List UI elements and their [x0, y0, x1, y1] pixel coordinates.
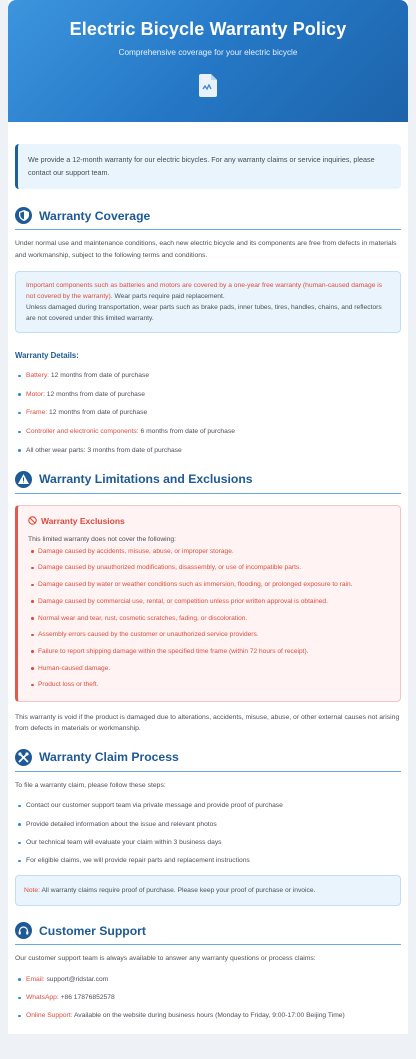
coverage-title: Warranty Coverage — [39, 208, 151, 223]
list-item: For eligible claims, we will provide repair parts and replacement instructions — [15, 856, 401, 865]
intro-callout: We provide a 12-month warranty for our electric bicycles. For any warranty claims or service inquiries, please contact our support team. — [15, 144, 401, 189]
policy-page — [8, 0, 408, 1034]
claim-note-text: All warranty claims require proof of purchase. Please keep your proof of purchase or invoice. — [39, 887, 316, 895]
list-item: Our technical team will evaluate your claim within 3 business days — [15, 838, 401, 847]
list-item: Product loss or theft. — [28, 680, 390, 689]
exclusions-list — [28, 547, 390, 690]
support-contacts — [15, 975, 401, 1021]
tools-icon — [15, 749, 32, 766]
list-item: Contact our customer support team via private message and provide proof of purchase — [15, 801, 401, 810]
page-subtitle: Comprehensive coverage for your electric bicycle — [118, 48, 298, 57]
headset-icon — [15, 922, 32, 939]
list-item: Damage caused by unauthorized modifications, disassembly, or use of incompatible parts. — [28, 563, 390, 572]
list-item: Battery: 12 months from date of purchase — [15, 371, 401, 380]
list-item: All other wear parts: 3 months from date of purchase — [15, 446, 401, 455]
support-title: Customer Support — [39, 923, 146, 938]
void-text: This warranty is void if the product is damaged due to alterations, accidents, misuse, abuse, or other external causes not arising from defects in materials or workmanship. — [15, 713, 400, 733]
claim-steps — [15, 801, 401, 865]
coverage-section-header — [15, 207, 401, 230]
coverage-note-highlight: Important components such as batteries and motors are covered by a one-year free warranty (human-caused damage is not covered by the warranty). — [26, 282, 383, 300]
details-list — [15, 371, 401, 455]
list-item: Human-caused damage. — [28, 664, 390, 673]
list-item: Motor: 12 months from date of purchase — [15, 390, 401, 399]
limitations-title: Warranty Limitations and Exclusions — [39, 472, 253, 487]
exclusions-title-row — [28, 516, 390, 526]
list-item: WhatsApp: +86 17876852578 — [15, 993, 401, 1002]
list-item: Provide detailed information about the issue and relevant photos — [15, 820, 401, 829]
exclusions-box — [15, 505, 401, 702]
coverage-note-rest: Wear parts require paid replacement. — [112, 293, 225, 300]
page-header — [8, 0, 408, 122]
support-section-header — [15, 922, 401, 945]
list-item: Online Support: Available on the website during business hours (Monday to Friday, 9:00-17:00 Beijing Time) — [15, 1011, 401, 1020]
list-item: Assembly errors caused by the customer or unauthorized service providers. — [28, 630, 390, 639]
list-item: Controller and electronic components: 6 months from date of purchase — [15, 427, 401, 436]
claim-section-header — [15, 749, 401, 772]
coverage-body: Under normal use and maintenance conditions, each new electric bicycle and its components are free from defects in materials and workmanship, subject to the following terms and conditions. — [15, 240, 397, 259]
claim-title: Warranty Claim Process — [39, 750, 179, 765]
claim-lead: To file a warranty claim, please follow these steps: — [15, 781, 166, 789]
list-item: Failure to report shipping damage within the specified time frame (within 72 hours of receipt). — [28, 647, 390, 656]
coverage-note — [15, 271, 401, 333]
details-title: Warranty Details: — [15, 351, 79, 360]
list-item: Damage caused by water or weather conditions such as immersion, flooding, or prolonged exposure to rain. — [28, 580, 390, 589]
ban-icon — [28, 516, 37, 525]
list-item: Normal wear and tear, rust, cosmetic scratches, fading, or discoloration. — [28, 614, 390, 623]
coverage-note-line2: Unless damaged during transportation, wear parts such as brake pads, inner tubes, tires, handles, chains, and reflectors are not covered under this limited warranty. — [26, 304, 382, 322]
list-item: Email: support@ridstar.com — [15, 975, 401, 984]
warning-icon — [15, 471, 32, 488]
limitations-section-header — [15, 471, 401, 494]
exclusions-title: Warranty Exclusions — [41, 515, 125, 526]
shield-icon — [15, 207, 32, 224]
page-title: Electric Bicycle Warranty Policy — [69, 19, 347, 39]
document-icon — [199, 74, 217, 97]
claim-note-label: Note: — [24, 887, 40, 895]
list-item: Frame: 12 months from date of purchase — [15, 408, 401, 417]
list-item: Damage caused by commercial use, rental, or competition unless prior written approval is obtained. — [28, 597, 390, 606]
support-lead: Our customer support team is always available to answer any warranty questions or process claims: — [15, 955, 316, 963]
list-item: Damage caused by accidents, misuse, abuse, or improper storage. — [28, 547, 390, 556]
claim-note — [15, 875, 401, 906]
email-link[interactable]: support@ridstar.com — [44, 975, 109, 983]
exclusions-lead: This limited warranty does not cover the following: — [28, 535, 176, 543]
